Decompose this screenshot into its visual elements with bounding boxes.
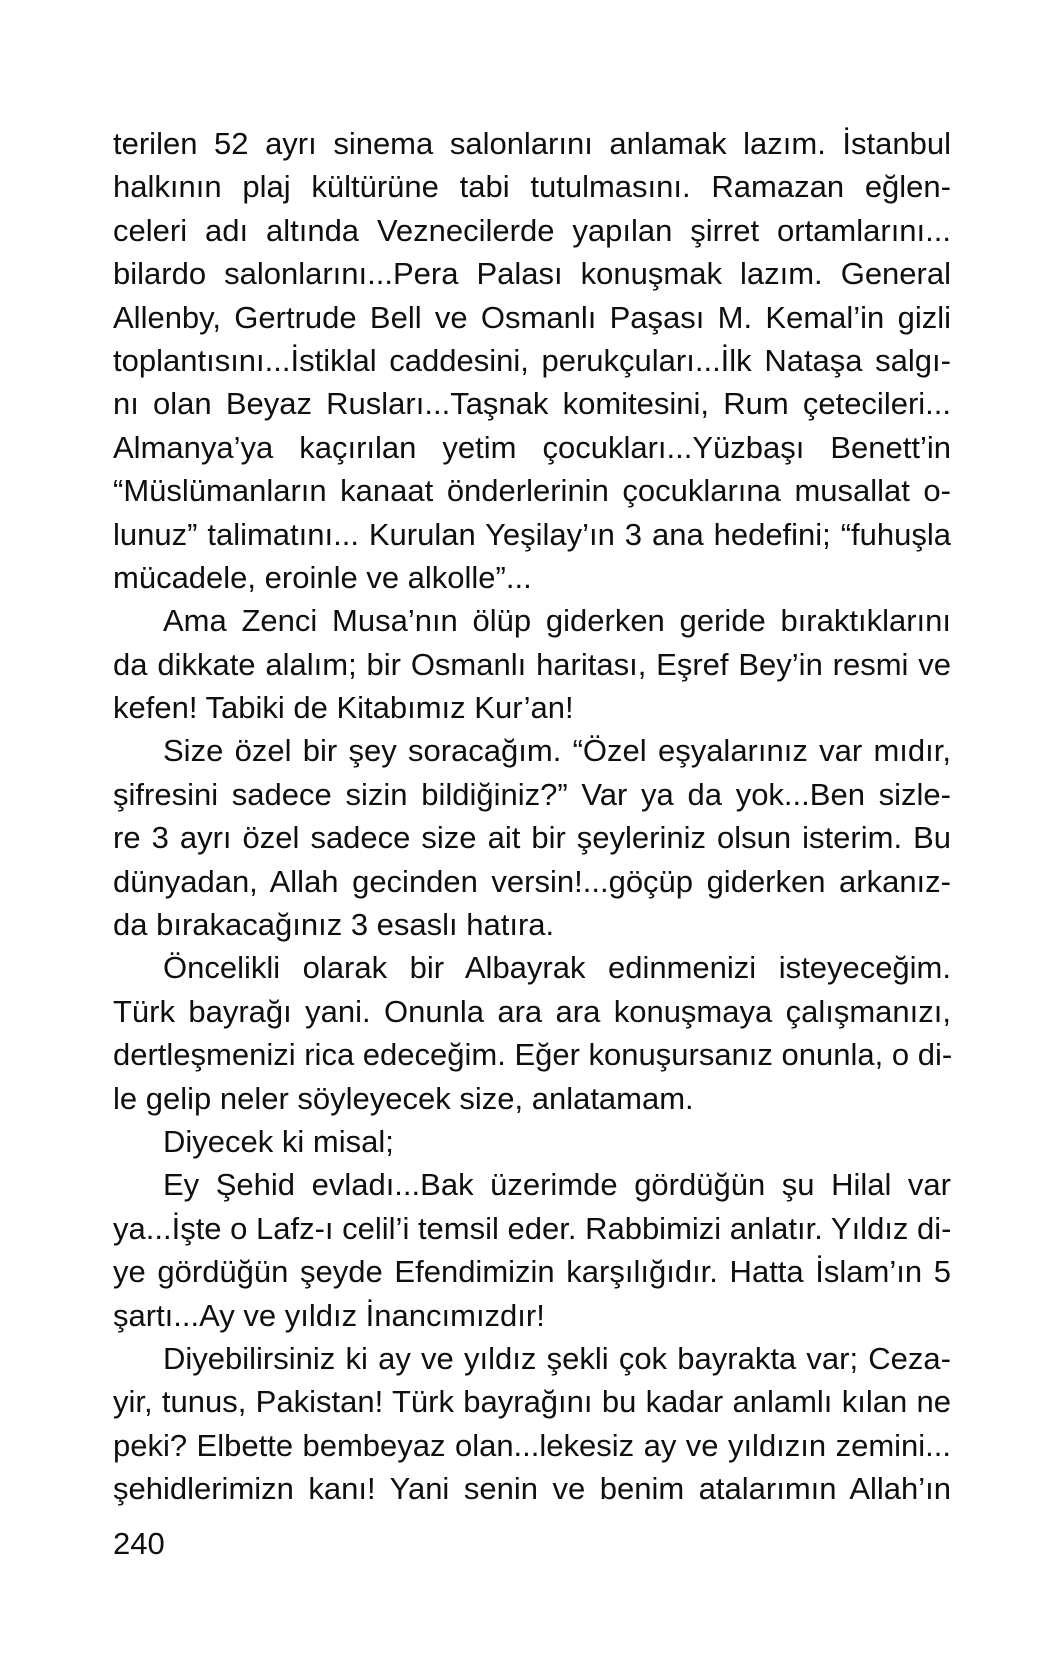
text-line: yir, tunus, Pakistan! Türk bayrağını bu kadar anlamlı kılan ne <box>113 1384 951 1420</box>
text-line: Ey Şehid evladı...Bak üzerimde gördüğün şu Hilal var <box>163 1167 951 1203</box>
text-line: nı olan Beyaz Rusları...Taşnak komitesini, Rum çetecileri... <box>113 386 951 422</box>
text-line: kefen! Tabiki de Kitabımız Kur’an! <box>113 690 574 726</box>
text-line: Size özel bir şey soracağım. “Özel eşyalarınız var mıdır, <box>163 733 951 769</box>
text-line: le gelip neler söyleyecek size, anlatamam. <box>113 1080 694 1116</box>
text-line: peki? Elbette bembeyaz olan...lekesiz ay ve yıldızın zemini... <box>113 1427 951 1463</box>
text-line: şehidlerimizn kanı! Yani senin ve benim atalarımın Allah’ın <box>113 1471 951 1507</box>
text-block <box>113 122 951 1511</box>
paragraph <box>113 1163 951 1337</box>
text-line: şifresini sadece sizin bildiğiniz?” Var ya da yok...Ben sizle- <box>113 776 951 812</box>
paragraph <box>113 122 951 599</box>
text-line: Diyebilirsiniz ki ay ve yıldız şekli çok bayrakta var; Ceza- <box>163 1340 951 1376</box>
text-line: ya...İşte o Lafz-ı celil’i temsil eder. Rabbimizi anlatır. Yıldız di- <box>113 1210 952 1246</box>
text-line: Almanya’ya kaçırılan yetim çocukları...Yüzbaşı Benett’in <box>113 429 951 465</box>
text-line: “Müslümanların kanaat önderlerinin çocuklarına musallat o- <box>113 473 951 509</box>
text-line: toplantısını...İstiklal caddesini, perukçuları...İlk Nataşa salgı- <box>113 342 951 378</box>
text-line: re 3 ayrı özel sadece size ait bir şeyleriniz olsun isterim. Bu <box>113 820 951 856</box>
text-line: halkının plaj kültürüne tabi tutulmasını. Ramazan eğlen- <box>113 169 951 205</box>
paragraph <box>113 599 951 729</box>
text-line: ye gördüğün şeyde Efendimizin karşılığıdır. Hatta İslam’ın 5 <box>113 1254 951 1290</box>
paragraph <box>113 729 951 946</box>
text-line: da dikkate alalım; bir Osmanlı haritası, Eşref Bey’in resmi ve <box>113 646 951 682</box>
page-number: 240 <box>113 1526 165 1561</box>
text-line: Türk bayrağı yani. Onunla ara ara konuşmaya çalışmanızı, <box>113 993 951 1029</box>
paragraph <box>113 1337 951 1511</box>
text-line: mücadele, eroinle ve alkolle”... <box>113 559 532 595</box>
text-line: Diyecek ki misal; <box>163 1123 394 1159</box>
text-line: bilardo salonlarını...Pera Palası konuşmak lazım. General <box>113 256 951 292</box>
text-line: celeri adı altında Veznecilerde yapılan şirret ortamlarını... <box>113 212 951 248</box>
text-line: dünyadan, Allah gecinden versin!...göçüp giderken arkanız- <box>113 863 951 899</box>
text-line: lunuz” talimatını... Kurulan Yeşilay’ın 3 ana hedefini; “fuhuşla <box>113 516 951 552</box>
text-line: şartı...Ay ve yıldız İnancımızdır! <box>113 1297 545 1333</box>
text-line: Ama Zenci Musa’nın ölüp giderken geride bıraktıklarını <box>163 603 951 639</box>
text-line: Allenby, Gertrude Bell ve Osmanlı Paşası M. Kemal’in gizli <box>113 299 951 335</box>
text-line: Öncelikli olarak bir Albayrak edinmenizi isteyeceğim. <box>163 950 951 986</box>
text-line: dertleşmenizi rica edeceğim. Eğer konuşursanız onunla, o di- <box>113 1037 953 1073</box>
paragraph <box>113 1120 951 1163</box>
text-line: terilen 52 ayrı sinema salonlarını anlamak lazım. İstanbul <box>113 126 951 161</box>
paragraph <box>113 946 951 1120</box>
text-line: da bırakacağınız 3 esaslı hatıra. <box>113 907 555 943</box>
